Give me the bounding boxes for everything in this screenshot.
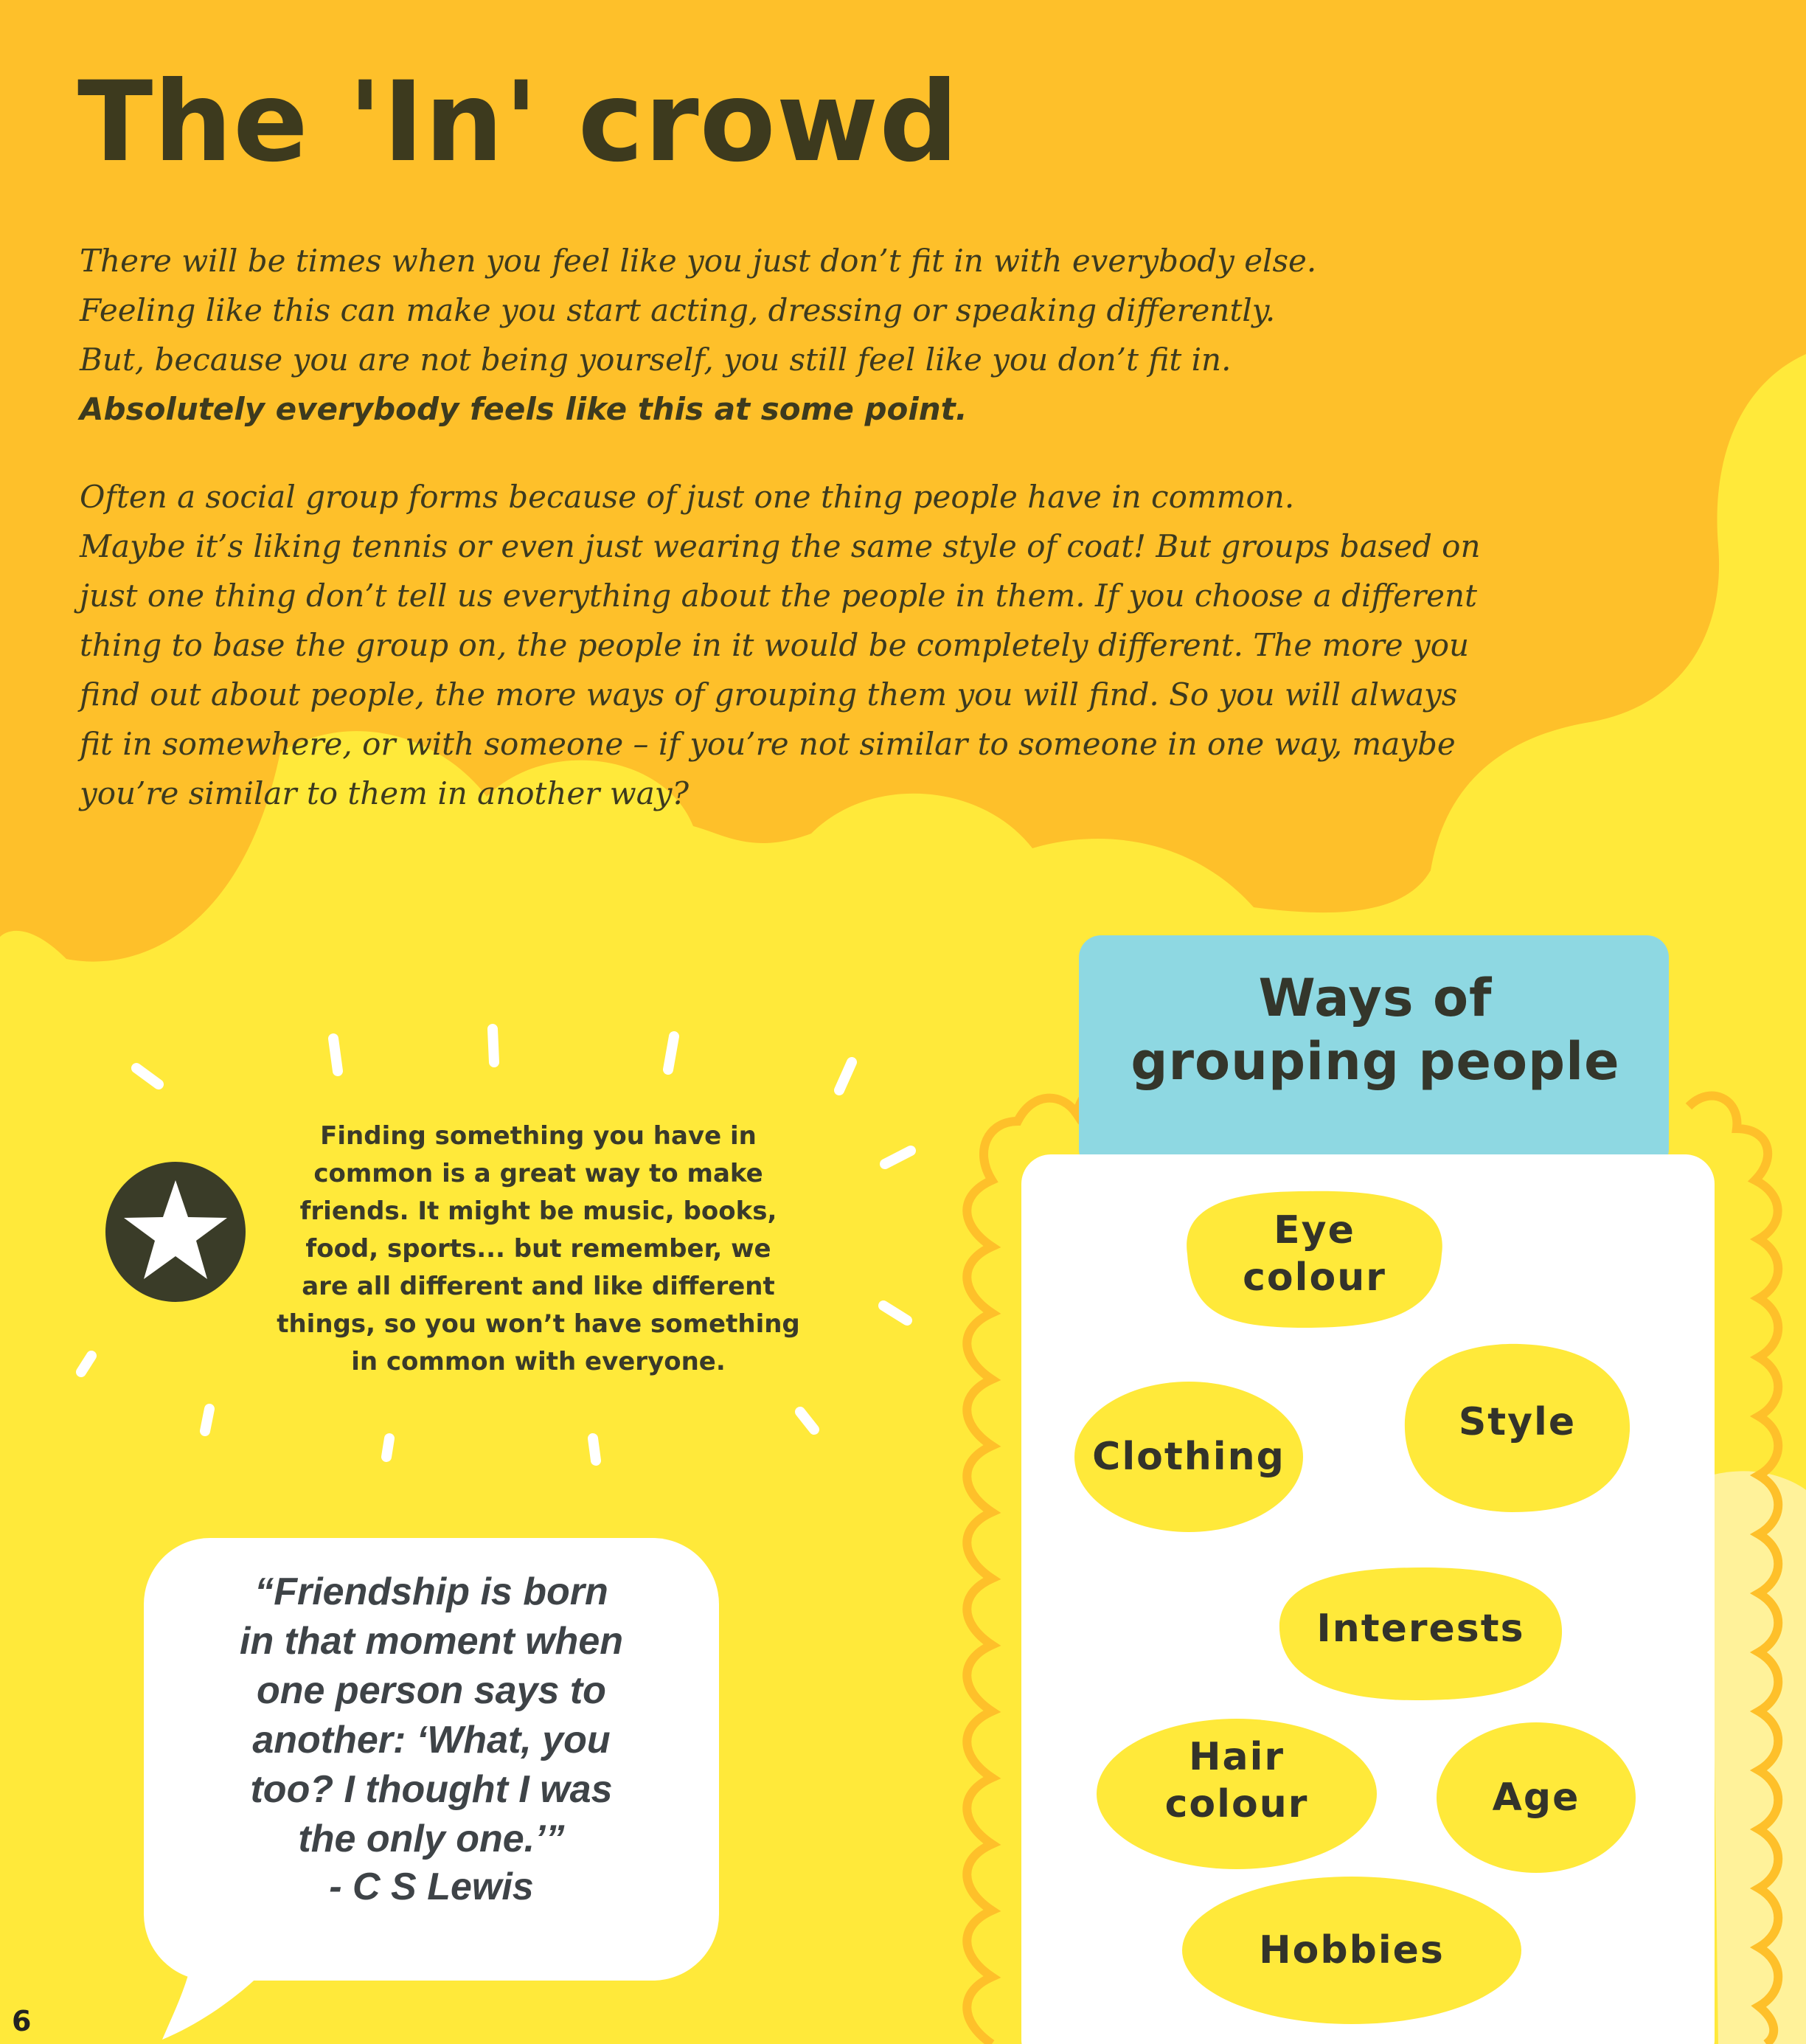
tip-line: friends. It might be music, books, — [299, 1196, 777, 1226]
pill-label-line: Hobbies — [1259, 1928, 1445, 1972]
pill-hobbies — [1182, 1927, 1521, 1974]
quote-line: the only one.’” — [298, 1818, 565, 1860]
pill-label-line: Interests — [1316, 1607, 1525, 1651]
quote-line: in that moment when — [240, 1620, 623, 1663]
quote-line: “Friendship is born — [254, 1570, 608, 1613]
pill-label-line: Eye — [1274, 1208, 1355, 1253]
paragraph-line: thing to base the group on, the people in it would be completely different. The more you — [80, 627, 1470, 663]
tip-line: things, so you won’t have something — [277, 1309, 800, 1339]
tip-line: in common with everyone. — [351, 1347, 726, 1376]
pill-hair-colour — [1097, 1733, 1377, 1828]
pill-label-line: Clothing — [1092, 1435, 1285, 1479]
tip-line: are all different and like different — [302, 1272, 775, 1301]
paragraph-line: just one thing don’t tell us everything about the people in them. If you choose a different — [80, 578, 1477, 614]
pill-interests — [1279, 1605, 1562, 1652]
pill-eye-colour — [1187, 1207, 1442, 1301]
quote-author: - C S Lewis — [329, 1865, 534, 1908]
quote-text — [173, 1567, 690, 1864]
tip-line: Finding something you have in — [320, 1121, 757, 1151]
intro-bold-line: Absolutely everybody feels like this at some point. — [80, 391, 968, 427]
pill-label-line: Age — [1492, 1775, 1580, 1820]
intro-line: Feeling like this can make you start acting, dressing or speaking differently. — [80, 292, 1276, 328]
tip-text — [273, 1118, 804, 1381]
intro-line: There will be times when you feel like you just don’t fit in with everybody else. — [80, 243, 1317, 279]
tip-line: food, sports... but remember, we — [305, 1234, 771, 1264]
quote-line: one person says to — [257, 1669, 606, 1712]
pill-label-line: Style — [1458, 1400, 1577, 1444]
pill-clothing — [1074, 1433, 1303, 1480]
pill-label-line: colour — [1243, 1255, 1386, 1300]
social-group-paragraph — [80, 472, 1555, 818]
intro-line: But, because you are not being yourself, you still feel like you don’t fit in. — [80, 342, 1232, 378]
paragraph-line: Often a social group forms because of just one thing people have in common. — [80, 479, 1295, 515]
page-title: The 'In' crowd — [77, 58, 959, 187]
quote-line: another: ‘What, you — [252, 1719, 611, 1761]
paragraph-line: find out about people, the more ways of grouping them you will find. So you will always — [80, 676, 1458, 713]
paragraph-line: Maybe it’s liking tennis or even just wearing the same style of coat! But groups based on — [80, 528, 1481, 564]
paragraph-line: fit in somewhere, or with someone – if you’re not similar to someone in one way, maybe — [80, 726, 1456, 762]
panel-title — [1080, 966, 1670, 1093]
panel-title-line: Ways of — [1258, 968, 1493, 1028]
pill-label-line: colour — [1164, 1782, 1309, 1826]
intro-paragraph — [80, 236, 1555, 434]
pill-label-line: Hair — [1188, 1735, 1285, 1779]
pill-style — [1405, 1399, 1630, 1446]
star-icon — [105, 1162, 246, 1302]
tip-line: common is a great way to make — [313, 1159, 763, 1188]
panel-title-line: grouping people — [1131, 1031, 1620, 1092]
paragraph-line: you’re similar to them in another way? — [80, 775, 689, 811]
quote-line: too? I thought I was — [250, 1768, 613, 1811]
page-number: 6 — [12, 2005, 32, 2037]
pill-age — [1437, 1774, 1636, 1821]
